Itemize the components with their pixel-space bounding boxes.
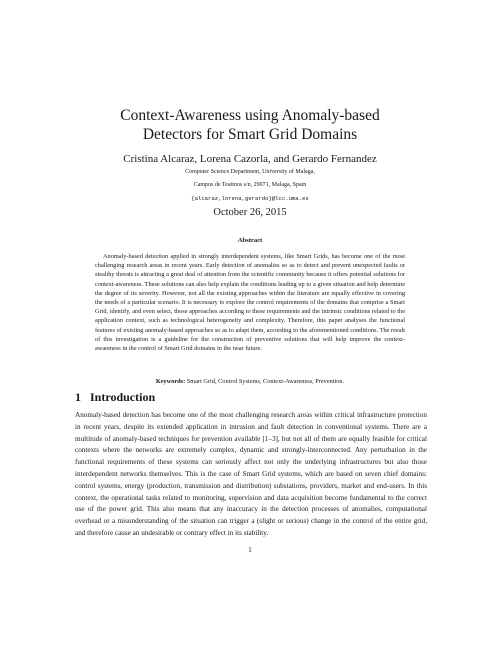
keywords-label: Keywords: (155, 378, 186, 385)
affiliation-email: {alcaraz,lorena,gerardo}@lcc.uma.es (191, 195, 309, 202)
title-line-2: Detectors for Smart Grid Domains (142, 126, 358, 143)
paper-date: October 26, 2015 (213, 207, 287, 218)
abstract-body: Anomaly-based detection applied in strongly interdependent systems, like Smart Grids, has become one of the most challenging research areas in recent years. Early detection of anomalies so as to detect and prevent unexpected faults or stealthy threats is attracting a great deal of attention from the scientific community because it offers potential solutions for context-awareness. These solutions can also help explain the conditions leading up to a given situation and help determine the degree of its severity. However, not all the existing approaches within the literature are equally effective in covering the needs of a particular scenario. It is necessary to explore the control requirements of the domains that comprise a Smart Grid, identify, and even select, those approaches according to these requirements and the intrinsic conditions related to the application context, such as technological heterogeneity and complexity. Therefore, this paper analyses the functional features of existing anomaly-based approaches so as to adapt them, according to the aforementioned conditions. The result of this investigation is a guideline for the construction of preventive solutions that will help improve the context-awareness in the control of Smart Grid domains in the near future. (95, 253, 405, 353)
affiliation-address: Campus de Teatinos s/n, 29071, Malaga, Spain (193, 182, 307, 188)
abstract-heading: Abstract (237, 237, 263, 244)
title-line-1: Context-Awareness using Anomaly-based (120, 107, 380, 124)
author-list: Cristina Alcaraz, Lorena Cazorla, and Gerardo Fernandez (123, 153, 377, 165)
section-heading (75, 390, 155, 405)
affiliation-department: Computer Science Department, University of Malaga, (185, 169, 315, 175)
page-number: 1 (248, 546, 252, 554)
section-title: Introduction (90, 390, 156, 404)
keywords-line (95, 378, 405, 386)
paper-title (60, 106, 440, 144)
keywords-text: Smart Grid, Control Systems, Context-Awareness, Prevention. (186, 378, 345, 385)
section-number: 1 (75, 390, 81, 404)
introduction-paragraph: Anomaly-based detection has become one of the most challenging research areas within critical infrastructure protection in recent years, despite its extended application in intrusion and fault detection in conventional systems. There are a multitude of anomaly-based techniques for prevention available [1–3], but not all of them are equally feasible for critical contexts where the networks are extremely complex, dynamic and strongly-interconnected. Any perturbation in the functional requirements of these systems can seriously affect not only the underlying infrastructures but also those interdependent networks themselves. This is the case of Smart Grid systems, which are based on seven chief domains: control systems, energy (production, transmission and distribution) substations, providers, market and end-users. In this context, the operational tasks related to monitoring, supervision and data acquisition become fundamental to the correct use of the power grid. This also means that any inaccuracy in the detection processes of anomalies, computational overhead or a misunderstanding of the situation can trigger a (slight or serious) change in the control of the entire grid, and therefore cause an undesirable or contrary effect in its stability. (75, 411, 427, 537)
